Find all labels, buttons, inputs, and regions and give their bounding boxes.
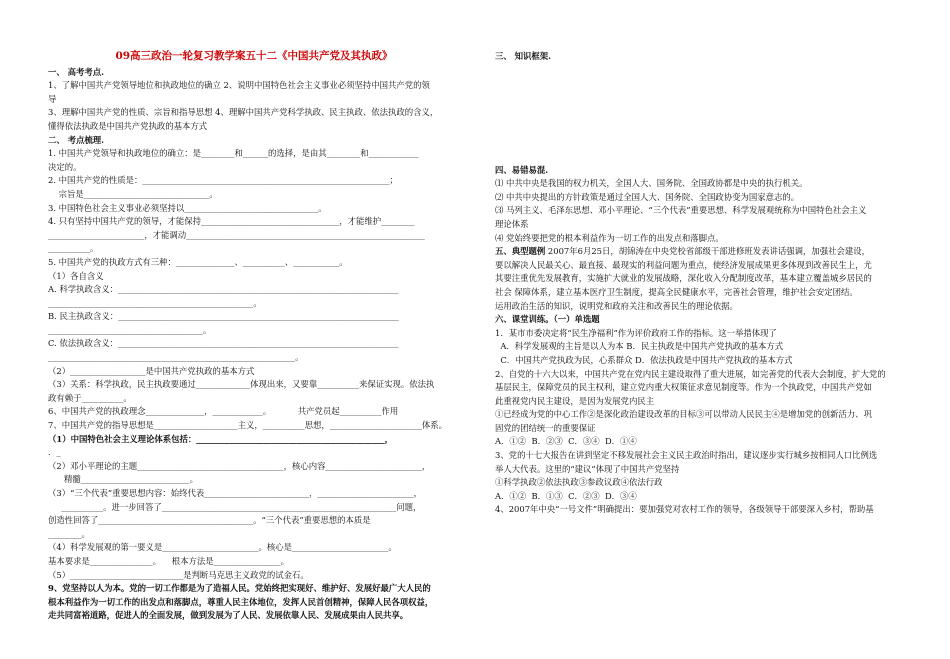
text-line: 1、了解中国共产党领导地位和执政地位的确立 2、说明中国特色社会主义事业必须坚持中国共产党的领 bbox=[48, 80, 430, 91]
text-line: 4、2007年中央“一号文件”明确提出：要加强党对农村工作的领导，各级领导干部要深入乡村，帮助基 bbox=[495, 504, 874, 515]
text-line: __________。 bbox=[48, 243, 99, 254]
text-line: ⑷ 党始终要把党的根本利益作为一切工作的出发点和落脚点。 bbox=[495, 232, 724, 243]
text-line: ________。 bbox=[48, 528, 90, 539]
text-line: A. 科学执政含义：___________________________________________________________________ bbox=[48, 284, 399, 295]
text-line: A．①② B．②③ C．③④ D．①④ bbox=[495, 436, 637, 447]
text-line: C. 依法执政含义：___________________________________________________________________ bbox=[48, 338, 399, 349]
text-line: 2. 中国共产党的性质是：___________________________________________________________； bbox=[48, 175, 398, 186]
text-line: _________________________________________________。 bbox=[48, 297, 262, 308]
section-knowledge-framework: 三、 知识框架. bbox=[495, 51, 552, 61]
questions-list bbox=[495, 327, 900, 517]
text-line: __________。进一步回答了________________________________________________________问题， bbox=[48, 501, 422, 512]
text-line: 1．某市市委决定将“民生净福利”作为评价政府工作的指标。这一举措体现了 bbox=[495, 327, 777, 338]
example-paragraph bbox=[495, 245, 900, 259]
text-line: 3、理解中国共产党的性质、宗旨和指导思想 4、理解中国共产党科学执政、民主执政、依法执政的含义， bbox=[48, 107, 439, 118]
mistakes-list bbox=[495, 177, 900, 245]
text-line: （1）中国特色社会主义理论体系包括：_____________________________________________， bbox=[48, 433, 394, 444]
text-line: 3. 中国特色社会主义事业必须坚持以________________________________。 bbox=[48, 202, 327, 213]
example-first-line: 2007年6月25日，胡锦涛在中央党校省部级干部进修班发表讲话强调，加强社会建设， bbox=[547, 246, 870, 257]
text-line: 创造性回答了_____________________________________。“三个代表”重要思想的本质是 bbox=[48, 515, 371, 526]
text-line: （2）邓小平理论的主题___________________________________，核心内容_______________________， bbox=[48, 460, 431, 471]
text-line: ①已经成为党的中心工作②是深化政治建设改革的目标③可以带动人民民主④是增加党的创新活力、巩 bbox=[495, 409, 872, 420]
text-line: 政有赖于__________。 bbox=[48, 392, 132, 403]
text-line: 精髓__________________________。 bbox=[48, 474, 198, 485]
text-line: 7、中国共产党的指导思想是____________________主义，__________思想，______________________体系。 bbox=[48, 420, 447, 431]
text-line: ．_ bbox=[48, 447, 61, 458]
text-line: 其要注重优先发展教育，实施扩大就业的发展战略，深化收入分配制度改革，基本建立覆盖城乡居民的 bbox=[495, 273, 872, 284]
text-line: 固党的团结统一的重要保证 bbox=[495, 422, 596, 433]
text-line: 根本利益作为一切工作的出发点和落脚点，尊重人民主体地位，发挥人民首创精神，保障人民各项权益， bbox=[48, 596, 434, 607]
text-line: ①科学执政②依法执政③参政议政④依法行政 bbox=[495, 477, 663, 488]
section-classroom-practice: 六、课堂训练。（一）单选题 bbox=[495, 314, 600, 325]
text-line: （1）各自含义 bbox=[48, 270, 104, 281]
text-line: 此重视党内民主建设，是因为发展党内民主 bbox=[495, 395, 655, 406]
text-line: 决定的。 bbox=[48, 161, 82, 172]
right-column bbox=[495, 50, 900, 517]
text-line: 一、 高考考点. bbox=[48, 66, 105, 77]
text-line: 基层民主，保障党员的民主权利，建立党内重大权策征求意见制度等。作为一个执政党，中国共产党如 bbox=[495, 382, 872, 393]
text-line: A．①② B．①③ C．②③ D．③④ bbox=[495, 490, 637, 501]
text-line: 1. 中国共产党领导和执政地位的确立：是________和______的选择，是由其________和____________ bbox=[48, 148, 419, 159]
left-body bbox=[48, 66, 460, 623]
text-line: C．中国共产党执政为民，心系群众 D．依法执政是中国共产党执政的基本方式 bbox=[495, 354, 793, 365]
text-line: 二、 考点梳理. bbox=[48, 134, 105, 145]
text-line: 6、中国共产党的执政理念______________，____________。 共产党员起__________作用 bbox=[48, 406, 399, 417]
text-line: 3、党的十七大报告在讲到坚定不移发展社会主义民主政治时指出，建议逐步实行城乡按相同人口比例选 bbox=[495, 450, 878, 461]
left-column bbox=[48, 50, 460, 623]
section-common-mistakes: 四、易错易混. bbox=[495, 164, 549, 175]
text-line: （3）关系：科学执政，民主执政要通过_____________体现出来，又要靠__________来保证实现。依法执 bbox=[48, 379, 435, 390]
text-line: 2、自党的十六大以来，中国共产党在党内民主建设取得了重大进展，如完善党的代表大会制度，扩大党的 bbox=[495, 368, 886, 379]
text-line: 4. 只有坚持中国共产党的领导，才能保持_________________________________，才能维护________ bbox=[48, 216, 415, 227]
text-line: 社会 保障体系，建立基本医疗卫生制度，提高全民健康水平，完善社会管理，维护社会安定团结。 bbox=[495, 286, 858, 297]
text-line: B. 民主执政含义：___________________________________________________________________ bbox=[48, 311, 399, 322]
text-line: 要以解决人民最关心、最直接、最现实的利益问题为重点，使经济发展成果更多体现到改善民生上，尤 bbox=[495, 259, 872, 270]
text-line: _____________________________________。 bbox=[48, 324, 212, 335]
text-line: 懂得依法执政是中国共产党执政的基本方式 bbox=[48, 120, 208, 131]
text-line: 基本要求是_______________。 根本方法是________________。 bbox=[48, 555, 289, 566]
text-line: A．科学发展观的主旨是以人为本 B．民主执政是中国共产党执政的基本方式 bbox=[495, 341, 784, 352]
document-title: 09高三政治一轮复习教学案五十二《中国共产党及其执政》 bbox=[115, 50, 393, 62]
text-line: _______________________，才能调动_________________________________________________________ bbox=[48, 229, 425, 240]
text-line: （5）___________________________是判断马克思主义政党的试金石。 bbox=[48, 569, 309, 580]
text-line: 举人大代表。这里的“建议”体现了中国共产党坚持 bbox=[495, 463, 680, 474]
framework-blank-area bbox=[495, 64, 900, 164]
example-label: 五、典型题例 bbox=[495, 246, 546, 257]
text-line: 导 bbox=[48, 93, 57, 104]
text-line: 9、党坚持以人为本。党的一切工作都是为了造福人民。党始终把实现好、维护好、发展好最广大人民的 bbox=[48, 583, 431, 594]
example-body bbox=[495, 259, 900, 313]
text-line: ⑵ 中共中央提出的方针政策是通过全国人大、国务院、全国政协变为国家意志的。 bbox=[495, 191, 800, 202]
text-line: 走共同富裕道路，促进人的全面发展，做到发展为了人民、发展依靠人民、发展成果由人民共享。 bbox=[48, 610, 409, 621]
text-line: ⑶ 马列主义、毛泽东思想、邓小平理论、“三个代表”重要思想、科学发展观统称为中国特色社会主义 bbox=[495, 205, 867, 216]
text-line: （4）科学发展观的第一要义是_______________________。核心是_______________________。 bbox=[48, 542, 397, 553]
text-line: ___________________________________________________________。 bbox=[48, 352, 304, 363]
text-line: 宗旨是______________________________。 bbox=[48, 188, 218, 199]
text-line: 理论体系 bbox=[495, 218, 529, 229]
text-line: 运用政治生活的知识，说明党和政府关注和改善民生的理论依据。 bbox=[495, 300, 738, 311]
text-line: ⑴ 中共中央是我国的权力机关，全国人大、国务院、全国政协都是中央的执行机关。 bbox=[495, 178, 808, 189]
text-line: （3）“三个代表”重要思想内容：始终代表_________________________，_______________________， bbox=[48, 488, 423, 498]
text-line: （2）__________________是中国共产党执政的基本方式 bbox=[48, 365, 255, 376]
text-line: 5. 中国共产党的执政方式有三种：______________、__________、___________。 bbox=[48, 256, 348, 267]
